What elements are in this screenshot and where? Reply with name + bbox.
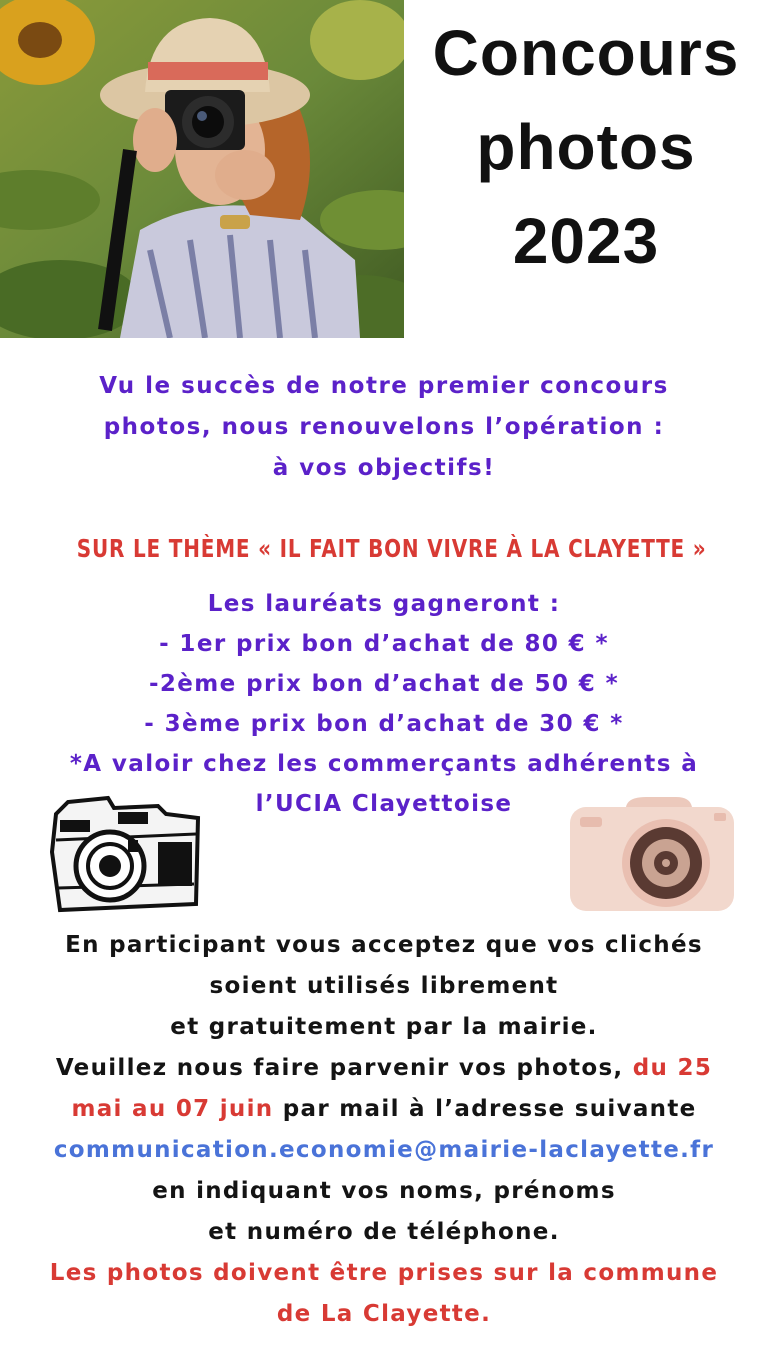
warning-line-2: de La Clayette. bbox=[276, 1301, 492, 1327]
title-line-1: Concours bbox=[432, 17, 740, 89]
prize-item-2: -2ème prix bon d’achat de 50 € * bbox=[148, 671, 620, 697]
date-highlight-end: mai au 07 juin bbox=[71, 1096, 274, 1122]
body-line-2: soient utilisés librement bbox=[209, 973, 559, 999]
warning-line-1: Les photos doivent être prises sur la commune bbox=[49, 1260, 719, 1286]
body-line-8: et numéro de téléphone. bbox=[208, 1219, 560, 1245]
prize-item-1: - 1er prix bon d’achat de 80 € * bbox=[159, 631, 609, 657]
body-line-4-text: Veuillez nous faire parvenir vos photos, bbox=[55, 1055, 633, 1081]
title-line-3: 2023 bbox=[512, 205, 660, 277]
prizes-section bbox=[0, 584, 768, 824]
body-line-4 bbox=[0, 1048, 768, 1089]
participation-info bbox=[0, 925, 768, 1335]
vintage-camera-icon bbox=[48, 792, 203, 914]
pink-camera-icon bbox=[566, 795, 738, 915]
photographer-photo bbox=[0, 0, 404, 338]
intro-line-3: à vos objectifs! bbox=[272, 455, 496, 481]
body-line-1: En participant vous acceptez que vos clichés bbox=[65, 932, 703, 958]
intro-text bbox=[0, 366, 768, 489]
intro-line-2: photos, nous renouvelons l’opération : bbox=[103, 414, 665, 440]
prizes-heading: Les lauréats gagneront : bbox=[207, 591, 561, 617]
email-link[interactable]: communication.economie@mairie-laclayette.fr bbox=[53, 1137, 715, 1163]
photographer-illustration bbox=[0, 0, 404, 338]
body-line-5-text: par mail à l’adresse suivante bbox=[273, 1096, 697, 1122]
body-line-3: et gratuitement par la mairie. bbox=[170, 1014, 598, 1040]
prize-item-3: - 3ème prix bon d’achat de 30 € * bbox=[144, 711, 624, 737]
body-line-5 bbox=[0, 1089, 768, 1130]
page-title bbox=[410, 6, 762, 288]
intro-line-1: Vu le succès de notre premier concours bbox=[99, 373, 669, 399]
body-line-7: en indiquant vos noms, prénoms bbox=[152, 1178, 616, 1204]
prize-note-line-1: *A valoir chez les commerçants adhérents à bbox=[69, 751, 699, 777]
date-highlight-start: du 25 bbox=[632, 1055, 713, 1081]
prize-note-line-2: l’UCIA Clayettoise bbox=[255, 791, 513, 817]
theme-heading: SUR LE THÈME « IL FAIT BON VIVRE À LA CLAYETTE » bbox=[76, 534, 707, 563]
title-line-2: photos bbox=[476, 111, 696, 183]
